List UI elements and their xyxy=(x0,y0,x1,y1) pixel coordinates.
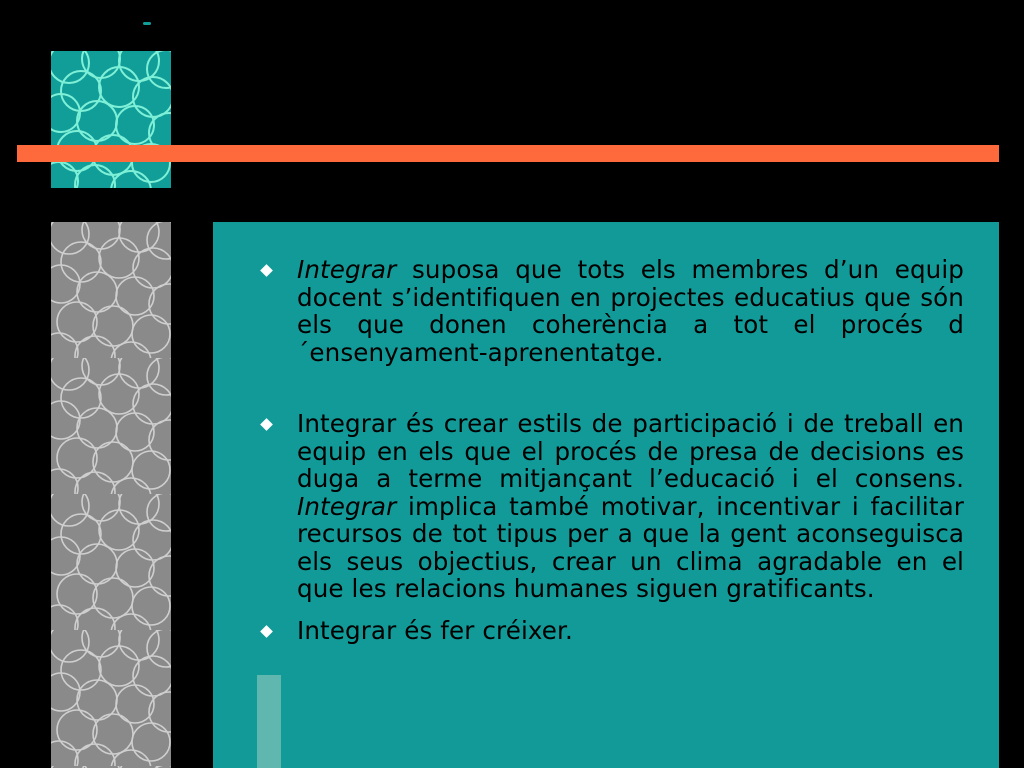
bullet-item-2 xyxy=(256,410,964,603)
bullet-list xyxy=(256,256,964,644)
bullet-3-text: Integrar és fer créixer. xyxy=(297,615,573,645)
bullet-item-1 xyxy=(256,256,964,366)
bullet-1-text: suposa que tots els membres d’un equip docent s’identifiquen en projectes educatius que són els que donen coherència a tot el procés d´ensenyament-aprenentatge. xyxy=(297,255,964,367)
decorative-dot xyxy=(143,22,151,25)
white-diamond-icon xyxy=(260,625,273,638)
white-diamond-icon xyxy=(260,264,273,277)
gray-circles-pattern xyxy=(51,222,171,768)
bullet-1-italic-term: Integrar xyxy=(297,255,397,284)
bullet-2-text-a: Integrar és crear estils de participació i de treball en equip en els que el procés de presa de decisions es duga a terme mitjançant l’educació i el consens. xyxy=(297,409,964,493)
orange-horizontal-bar xyxy=(17,145,999,162)
bullet-item-3 xyxy=(256,617,964,645)
accent-strip xyxy=(257,675,281,768)
teal-circles-pattern xyxy=(51,51,171,188)
bullet-2-italic-term: Integrar xyxy=(297,491,397,521)
bullet-2-text-b: implica també motivar, incentivar i facilitar recursos de tot tipus per a que la gent aconseguisca els seus objectius, crear un clima agradable en el que les relacions humanes siguen gratificants. xyxy=(297,491,964,603)
gray-circle-pattern-tile xyxy=(51,222,171,768)
white-diamond-icon xyxy=(260,418,273,431)
teal-circle-pattern-tile xyxy=(51,51,171,188)
